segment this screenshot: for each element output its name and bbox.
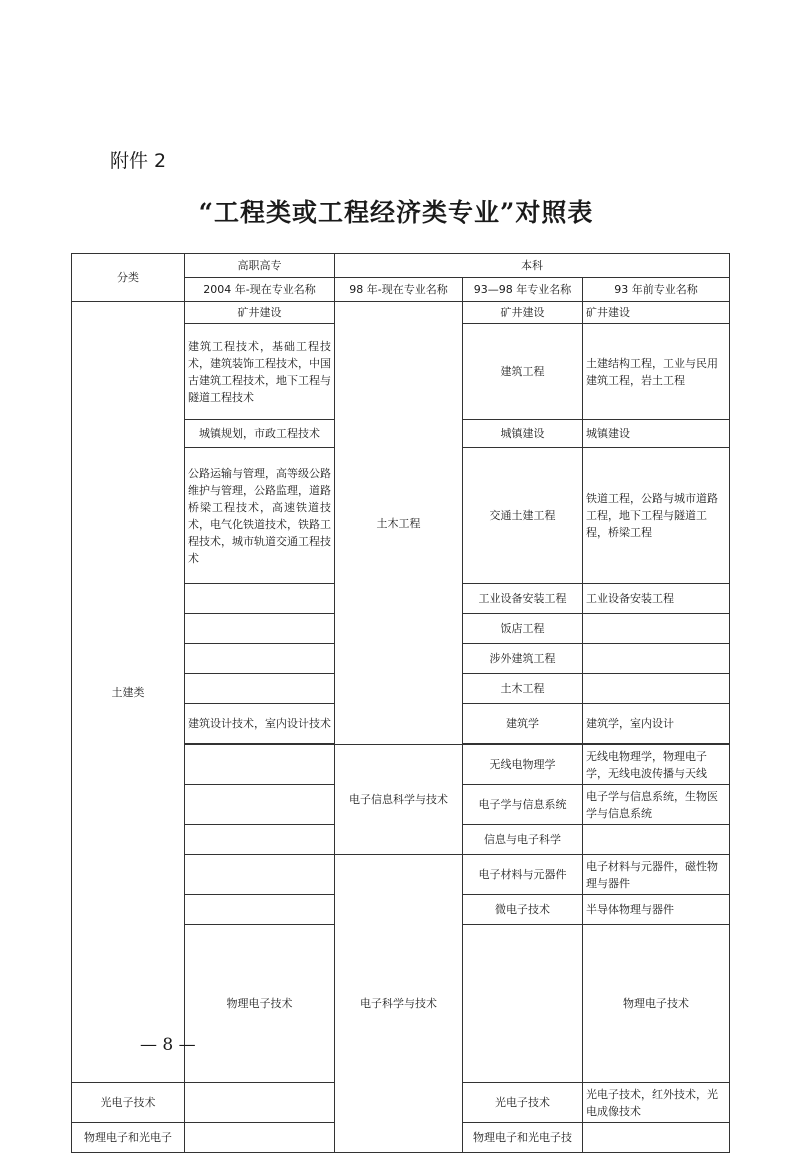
- cell-93-before: 工业设备安装工程: [583, 584, 730, 614]
- cell-voc: 矿井建设: [185, 302, 335, 324]
- cell-voc-empty: [463, 925, 583, 1083]
- cell-98-civil: 土木工程: [335, 302, 463, 745]
- cell-93-98: 光电子技术: [463, 1083, 583, 1123]
- cell-93-98: 涉外建筑工程: [463, 644, 583, 674]
- cell-93-98: 电子学与信息系统: [463, 785, 583, 825]
- cell-93-before: 电子材料与元器件，磁性物理与器件: [583, 855, 730, 895]
- cell-93-before: 无线电物理学，物理电子学，无线电波传播与天线: [583, 745, 730, 785]
- comparison-table: [71, 253, 730, 1153]
- cell-93-before: 土建结构工程，工业与民用建筑工程，岩土工程: [583, 324, 730, 420]
- cell-93-before-empty: [583, 644, 730, 674]
- cell-voc-empty: [185, 584, 335, 614]
- cell-voc-empty: [185, 1083, 335, 1123]
- cell-93-98: 建筑工程: [463, 324, 583, 420]
- cell-93-before: 光电子技术，红外技术，光电成像技术: [583, 1083, 730, 1123]
- cell-93-before-empty: [583, 674, 730, 704]
- cell-98-est: 电子科学与技术: [335, 855, 463, 1153]
- cell-93-before-empty: [583, 614, 730, 644]
- header-undergrad: 本科: [335, 254, 730, 278]
- header-voc-2004: 2004 年-现在专业名称: [185, 278, 335, 302]
- cell-93-before-empty: [583, 825, 730, 855]
- table-header-row: [72, 254, 730, 278]
- cell-93-before: 城镇建设: [583, 420, 730, 448]
- document-title: “工程类或工程经济类专业”对照表: [198, 198, 594, 227]
- cell-93-before: 建筑学，室内设计: [583, 704, 730, 744]
- cell-93-98: 土木工程: [463, 674, 583, 704]
- page-number: — 8 —: [140, 1035, 196, 1055]
- category-opto: 光电子技术: [72, 1083, 185, 1123]
- category-physics: 物理电子技术: [185, 925, 335, 1083]
- category-civil: 土建类: [72, 302, 185, 1083]
- cell-93-98: 工业设备安装工程: [463, 584, 583, 614]
- cell-voc-empty: [185, 785, 335, 825]
- cell-93-98: 饭店工程: [463, 614, 583, 644]
- table-row: [72, 302, 730, 324]
- cell-93-98: 交通土建工程: [463, 448, 583, 584]
- header-98: 98 年-现在专业名称: [335, 278, 463, 302]
- cell-93-98: 无线电物理学: [463, 745, 583, 785]
- cell-93-98: 物理电子和光电子技: [463, 1123, 583, 1153]
- cell-voc-empty: [185, 825, 335, 855]
- cell-93-before: 半导体物理与器件: [583, 895, 730, 925]
- cell-voc-empty: [185, 895, 335, 925]
- cell-98-eis: 电子信息科学与技术: [335, 745, 463, 855]
- cell-voc-empty: [185, 614, 335, 644]
- cell-93-98: 信息与电子科学: [463, 825, 583, 855]
- cell-voc-empty: [185, 1123, 335, 1153]
- cell-93-before-empty: [583, 1123, 730, 1153]
- cell-93-98: 物理电子技术: [583, 925, 730, 1083]
- header-vocational: 高职高专: [185, 254, 335, 278]
- cell-voc-empty: [185, 644, 335, 674]
- cell-93-before: 矿井建设: [583, 302, 730, 324]
- cell-voc: 建筑工程技术，基础工程技术，建筑装饰工程技术，中国古建筑工程技术，地下工程与隧道工程技术: [185, 324, 335, 420]
- header-category: 分类: [72, 254, 185, 302]
- cell-voc: 城镇规划，市政工程技术: [185, 420, 335, 448]
- cell-93-before: 电子学与信息系统，生物医学与信息系统: [583, 785, 730, 825]
- attachment-label: 附件 2: [110, 150, 167, 172]
- cell-voc: 公路运输与管理，高等级公路维护与管理，公路监理，道路桥梁工程技术，高速铁道技术，电气化铁道技术，铁路工程技术，城市轨道交通工程技术: [185, 448, 335, 584]
- cell-93-98: 城镇建设: [463, 420, 583, 448]
- category-phys-opto: 物理电子和光电子: [72, 1123, 185, 1153]
- cell-93-98: 微电子技术: [463, 895, 583, 925]
- cell-93-98: 建筑学: [463, 704, 583, 744]
- cell-voc: 建筑设计技术，室内设计技术: [185, 704, 335, 744]
- cell-voc-empty: [185, 855, 335, 895]
- cell-93-98: 电子材料与元器件: [463, 855, 583, 895]
- header-93-98: 93—98 年专业名称: [463, 278, 583, 302]
- header-93-before: 93 年前专业名称: [583, 278, 730, 302]
- cell-93-98: 矿井建设: [463, 302, 583, 324]
- cell-93-before: 铁道工程，公路与城市道路工程，地下工程与隧道工程，桥梁工程: [583, 448, 730, 584]
- cell-voc-empty: [185, 674, 335, 704]
- cell-voc-empty: [185, 745, 335, 785]
